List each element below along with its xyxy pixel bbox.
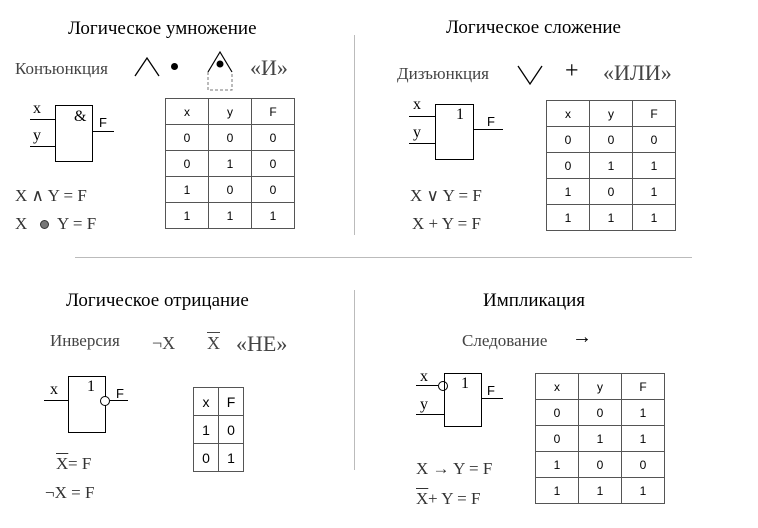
cell: 0 xyxy=(579,452,622,478)
table-row xyxy=(536,400,665,426)
header-x: x xyxy=(547,101,590,127)
header-y: y xyxy=(579,374,622,400)
cell: 0 xyxy=(252,125,295,151)
table-header-row xyxy=(194,388,244,416)
cell: 0 xyxy=(633,127,676,153)
cell: 1 xyxy=(622,426,665,452)
or-output-line xyxy=(473,129,503,130)
and-quote: «И» xyxy=(250,55,288,80)
cell: 0 xyxy=(209,125,252,151)
and-dot-icon xyxy=(40,220,49,229)
cell: 0 xyxy=(536,426,579,452)
cell: 1 xyxy=(622,478,665,504)
cell: 0 xyxy=(590,127,633,153)
table-row xyxy=(166,203,295,229)
or-input-x-label: x xyxy=(413,96,421,113)
header-y: y xyxy=(590,101,633,127)
cell: 1 xyxy=(547,179,590,205)
table-row xyxy=(536,478,665,504)
or-gate-symbol: 1 xyxy=(456,106,464,123)
not-equation-1: = F xyxy=(68,454,92,473)
or-input-x-line xyxy=(409,116,435,117)
table-row xyxy=(166,125,295,151)
and-input-y-line xyxy=(30,146,55,147)
table-row xyxy=(166,177,295,203)
cell: 1 xyxy=(252,203,295,229)
cell: 1 xyxy=(633,179,676,205)
table-header-row xyxy=(547,101,676,127)
header-y: y xyxy=(209,99,252,125)
imp-output-line xyxy=(481,398,503,399)
and-equation-1: X ∧ Y = F xyxy=(15,186,87,205)
cell: 1 xyxy=(590,205,633,231)
and-output-label: F xyxy=(99,115,107,130)
not-input-line xyxy=(44,400,68,401)
table-row xyxy=(536,426,665,452)
and-title: Логическое умножение xyxy=(68,18,257,39)
not-bar-x: $\overline{X}$ xyxy=(207,333,220,353)
or-truth-table xyxy=(546,100,676,231)
table-header-row xyxy=(536,374,665,400)
not-gate-symbol: 1 xyxy=(87,378,95,395)
or-vee-icon xyxy=(516,64,544,86)
header-x: x xyxy=(536,374,579,400)
cell: 1 xyxy=(209,203,252,229)
cell: 1 xyxy=(194,416,219,444)
header-f: F xyxy=(219,388,244,416)
cell: 1 xyxy=(633,153,676,179)
and-truth-table xyxy=(165,98,295,229)
not-quote: «НЕ» xyxy=(236,331,288,356)
cell: 1 xyxy=(536,478,579,504)
not-equation-1-x: $\overline{X}$ xyxy=(56,454,69,473)
or-quote: «ИЛИ» xyxy=(603,60,672,85)
not-input-x-label: x xyxy=(50,381,58,398)
cell: 0 xyxy=(166,151,209,177)
or-input-y-label: y xyxy=(413,124,421,141)
dot-icon xyxy=(171,63,178,70)
and-equation-2: Y = F xyxy=(57,214,97,233)
or-title: Логическое сложение xyxy=(446,17,621,38)
cell: 0 xyxy=(166,125,209,151)
imp-equation-2-x: $\overline{X}$ xyxy=(416,489,429,508)
cell: 1 xyxy=(166,177,209,203)
cell: 0 xyxy=(209,177,252,203)
cell: 0 xyxy=(547,153,590,179)
cell: 0 xyxy=(219,416,244,444)
not-name: Инверсия xyxy=(50,331,120,350)
header-f: F xyxy=(252,99,295,125)
not-output-label: F xyxy=(116,386,124,401)
header-x: x xyxy=(166,99,209,125)
imp-input-y-label: y xyxy=(420,396,428,413)
imp-gate-symbol: 1 xyxy=(461,375,469,392)
divider-vertical-top xyxy=(354,35,355,235)
header-f: F xyxy=(622,374,665,400)
not-inverter-bubble-icon xyxy=(100,396,110,406)
table-row xyxy=(536,452,665,478)
cell: 0 xyxy=(579,400,622,426)
or-equation-2: X + Y = F xyxy=(412,214,481,233)
divider-vertical-bottom xyxy=(354,290,355,470)
header-x: x xyxy=(194,388,219,416)
and-gate-symbol: & xyxy=(74,108,87,125)
table-row xyxy=(547,205,676,231)
cell: 1 xyxy=(590,153,633,179)
cell: 0 xyxy=(252,151,295,177)
not-title: Логическое отрицание xyxy=(66,290,249,311)
pencil-shape-icon xyxy=(205,50,235,92)
imp-input-y-line xyxy=(416,414,444,415)
cell: 1 xyxy=(622,400,665,426)
or-input-y-line xyxy=(409,143,435,144)
imp-name: Следование xyxy=(462,331,548,350)
imp-equation-1: X → Y = F xyxy=(416,459,493,478)
and-name: Конъюнкция xyxy=(15,59,108,78)
and-equation-2-x: X xyxy=(15,214,28,233)
table-row xyxy=(547,153,676,179)
cell: 0 xyxy=(252,177,295,203)
cell: 1 xyxy=(547,205,590,231)
divider-horizontal xyxy=(75,257,692,258)
table-row xyxy=(166,151,295,177)
or-equation-1: X ∨ Y = F xyxy=(410,186,482,205)
imp-input-x-label: x xyxy=(420,368,428,385)
and-output-line xyxy=(92,131,114,132)
imp-output-label: F xyxy=(487,383,495,398)
cell: 0 xyxy=(590,179,633,205)
or-name: Дизъюнкция xyxy=(397,64,489,83)
table-row xyxy=(194,444,244,472)
imp-title: Импликация xyxy=(483,290,586,311)
cell: 0 xyxy=(547,127,590,153)
or-output-label: F xyxy=(487,114,495,129)
not-equation-2: ¬X = F xyxy=(45,483,95,502)
cell: 1 xyxy=(219,444,244,472)
header-f: F xyxy=(633,101,676,127)
imp-arrow-icon: → xyxy=(572,326,592,348)
not-truth-table xyxy=(193,387,244,472)
cell: 0 xyxy=(194,444,219,472)
and-input-x-line xyxy=(30,119,55,120)
table-row xyxy=(547,127,676,153)
or-plus: + xyxy=(565,58,579,84)
and-wedge-icon xyxy=(133,56,161,78)
imp-equation-2: + Y = F xyxy=(428,489,481,508)
and-input-x-label: x xyxy=(33,100,41,117)
cell: 1 xyxy=(633,205,676,231)
table-header-row xyxy=(166,99,295,125)
table-row xyxy=(547,179,676,205)
table-row xyxy=(194,416,244,444)
imp-truth-table xyxy=(535,373,665,504)
cell: 1 xyxy=(579,426,622,452)
imp-input-x-line xyxy=(416,385,438,386)
not-neg-x: ¬X xyxy=(152,333,176,353)
cell: 1 xyxy=(536,452,579,478)
cell: 0 xyxy=(536,400,579,426)
cell: 1 xyxy=(209,151,252,177)
or-gate xyxy=(435,104,474,160)
cell: 0 xyxy=(622,452,665,478)
cell: 1 xyxy=(166,203,209,229)
cell: 1 xyxy=(579,478,622,504)
and-input-y-label: y xyxy=(33,127,41,144)
